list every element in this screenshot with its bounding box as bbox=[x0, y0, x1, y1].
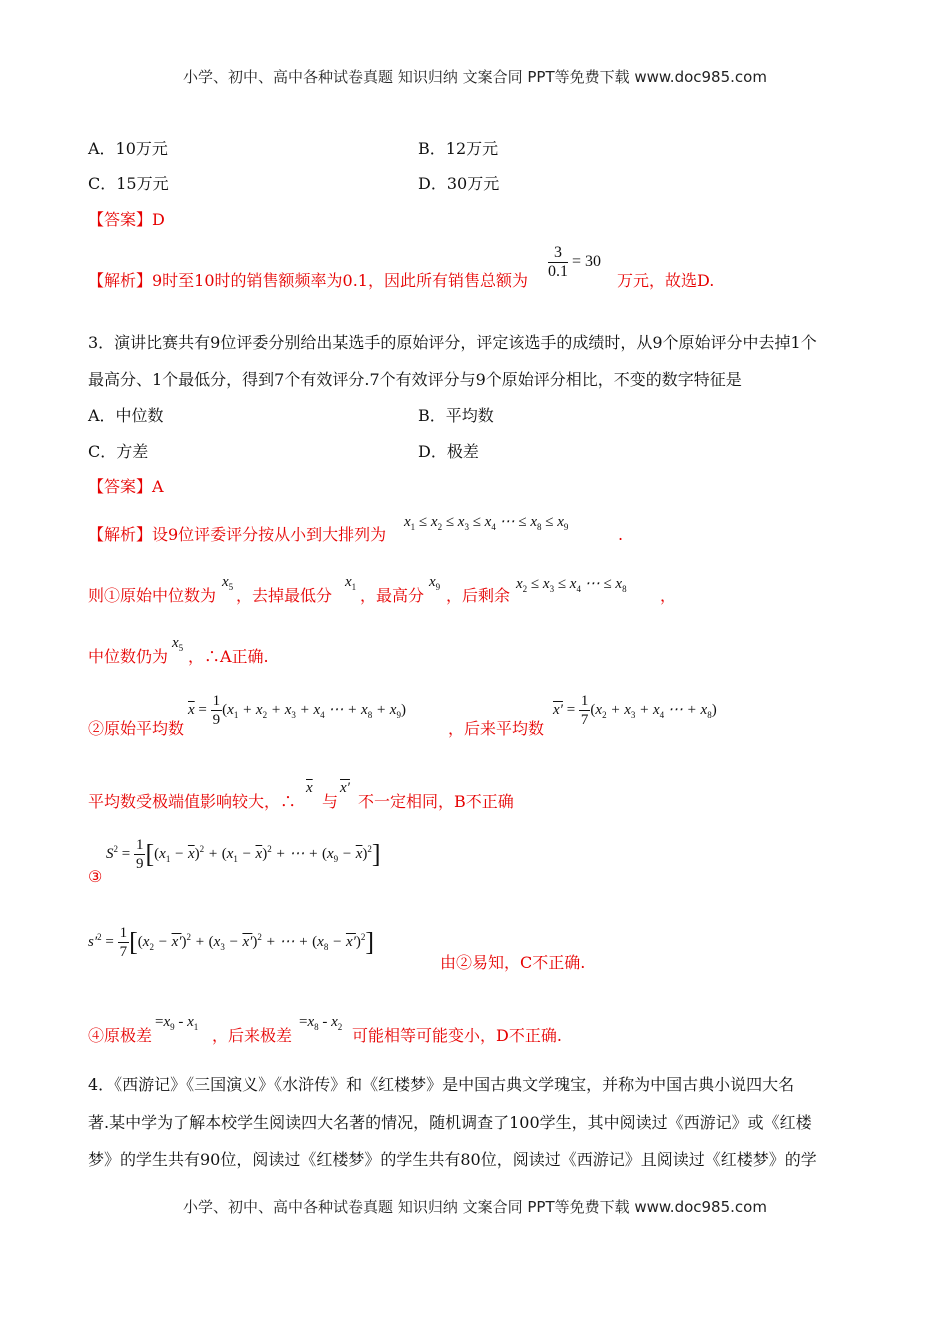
q3-option-c: C．方差 bbox=[88, 442, 149, 461]
q2-option-b: B．12万元 bbox=[418, 139, 499, 158]
q3-median-text-c: ，最高分 bbox=[360, 586, 425, 605]
q2-option-a: A．10万元 bbox=[88, 139, 168, 158]
q3-original-variance-formula: $S^2$ = $\frac{1}{9}$ [$(x_1 - \overline{x})^2 + (x_1 - \overline{x})^2$ + ⋯ + $(x_9 - \overline{x})^2$] bbox=[106, 837, 381, 872]
q2-option-d: D．30万元 bbox=[418, 174, 500, 193]
q3-x5-symbol: $x_5$ bbox=[222, 574, 234, 592]
page-header: 小学、初中、高中各种试卷真题 知识归纳 文案合同 PPT等免费下载 www.doc985.com bbox=[183, 68, 767, 86]
q3-analysis-line1-period: . bbox=[618, 525, 624, 544]
q3-xbar-symbol: $\overline{x}$ bbox=[306, 780, 313, 796]
page-footer: 小学、初中、高中各种试卷真题 知识归纳 文案合同 PPT等免费下载 www.doc985.com bbox=[183, 1198, 767, 1216]
q3-median-comma: ， bbox=[660, 586, 677, 605]
q3-stem-line1: 3．演讲比赛共有9位评委分别给出某选手的原始评分，评定该选手的成绩时，从9个原始评分中去掉1个 bbox=[88, 333, 817, 352]
q3-range-text-a: ④原极差 bbox=[88, 1026, 153, 1045]
q3-option-a: A．中位数 bbox=[88, 406, 164, 425]
q4-stem-line1: 4．《西游记》《三国演义》《水浒传》和《红楼梦》是中国古典文学瑰宝，并称为中国古典小说四大名 bbox=[88, 1075, 795, 1094]
q2-answer: 【答案】D bbox=[88, 210, 165, 229]
q3-median-still-b: ，∴A正确. bbox=[188, 647, 269, 666]
q4-stem-line3: 梦》的学生共有90位，阅读过《红楼梦》的学生共有80位，阅读过《西游记》且阅读过《红楼梦》的学 bbox=[88, 1150, 817, 1169]
q3-x5-symbol-2: $x_5$ bbox=[172, 635, 184, 653]
q3-answer: 【答案】A bbox=[88, 477, 164, 496]
q2-analysis-suffix: 万元，故选D. bbox=[617, 271, 715, 290]
q3-mean-compare-b: 与 bbox=[322, 792, 339, 811]
q3-range-text-c: 可能相等可能变小，D不正确. bbox=[352, 1026, 562, 1045]
q3-mean-compare-c: 不一定相同，B不正确 bbox=[358, 792, 514, 811]
q3-new-variance-formula: $s'^2$ = $\frac{1}{7}$ [$(x_2 - x')^2 + (x_3 - x')^2$ + ⋯ + $(x_8 - x')^2$] bbox=[88, 925, 375, 960]
q2-formula-denominator: 0.1 bbox=[548, 263, 568, 280]
q2-analysis-prefix: 【解析】9时至10时的销售额频率为0.1，因此所有销售总额为 bbox=[88, 271, 528, 290]
q3-range-text-b: ，后来极差 bbox=[212, 1026, 293, 1045]
q2-formula bbox=[548, 244, 601, 281]
q3-new-mean-formula: x′ = $\frac{1}{7}$ ($x_2 + x_3 + x_4$ ⋯ + $x_8$) bbox=[553, 693, 717, 728]
q3-x1-symbol: $x_1$ bbox=[345, 574, 357, 592]
q3-remaining-sequence: $x_2 \le x_3 \le x_4$ ⋯ ≤ $x_8$ bbox=[516, 576, 627, 594]
q3-mean-text-a: ②原始平均数 bbox=[88, 719, 185, 738]
q4-stem-line2: 著.某中学为了解本校学生阅读四大名著的情况，随机调查了100学生，其中阅读过《西游记》或《红楼 bbox=[88, 1113, 812, 1132]
q3-median-text-b: ，去掉最低分 bbox=[236, 586, 333, 605]
q3-mean-text-b: ，后来平均数 bbox=[448, 719, 545, 738]
q3-original-range-formula: $=x_9 - x_1$ bbox=[155, 1014, 199, 1032]
q3-stem-line2: 最高分、1个最低分，得到7个有效评分.7个有效评分与9个原始评分相比，不变的数字特征是 bbox=[88, 370, 742, 389]
q3-sorted-sequence: $x_1 \le x_2 \le x_3 \le x_4$ ⋯ ≤ $x_8 \le x_9$ bbox=[404, 514, 569, 532]
q2-option-c: C．15万元 bbox=[88, 174, 169, 193]
q3-option-b: B．平均数 bbox=[418, 406, 494, 425]
q3-variance-conclusion: 由②易知，C不正确. bbox=[440, 953, 586, 972]
q2-formula-numerator: 3 bbox=[548, 244, 568, 263]
q3-mean-compare-a: 平均数受极端值影响较大，∴ bbox=[88, 792, 297, 811]
q3-x9-symbol: $x_9$ bbox=[429, 574, 441, 592]
q2-formula-result: = 30 bbox=[572, 253, 602, 271]
q3-median-text-d: ，后剩余 bbox=[446, 586, 511, 605]
q3-new-range-formula: $=x_8 - x_2$ bbox=[299, 1014, 343, 1032]
q3-original-mean-formula: $\overline{x}$ = $\frac{1}{9}$ ($x_1 + x_2 + x_3 + x_4$ ⋯ + $x_8 + x_9$) bbox=[188, 693, 406, 728]
q3-median-still-a: 中位数仍为 bbox=[88, 647, 169, 666]
q3-analysis-line1: 【解析】设9位评委评分按从小到大排列为 bbox=[88, 525, 387, 544]
q3-variance-label: ③ bbox=[88, 867, 103, 886]
q3-xprime-bar-symbol: x′ bbox=[340, 780, 350, 796]
q3-median-text-a: 则①原始中位数为 bbox=[88, 586, 217, 605]
q3-option-d: D．极差 bbox=[418, 442, 479, 461]
